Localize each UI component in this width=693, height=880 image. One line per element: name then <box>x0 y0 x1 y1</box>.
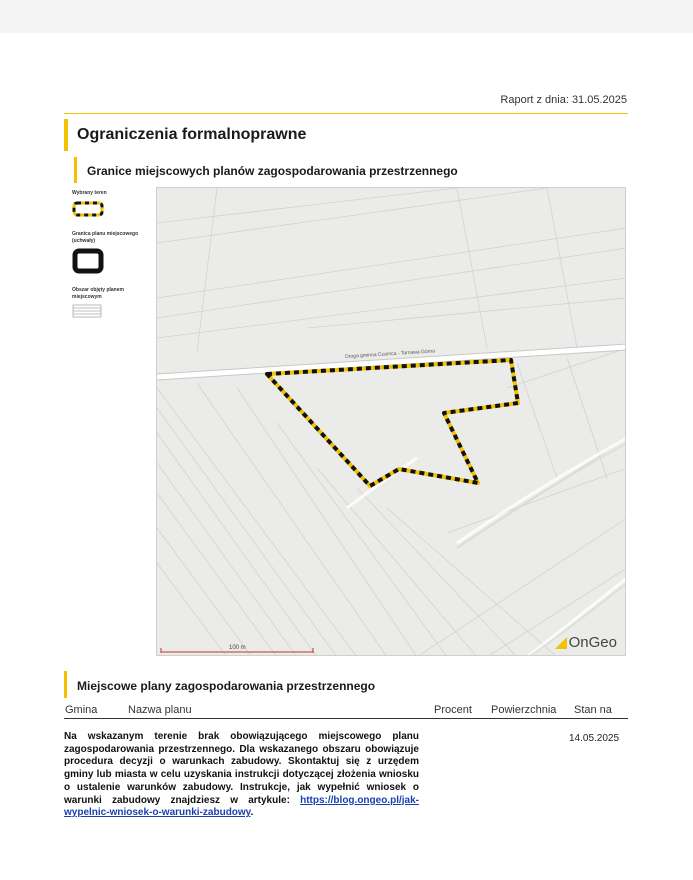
selected-area-swatch-icon <box>72 200 152 223</box>
plan-area-swatch-icon <box>72 304 152 323</box>
column-header-powierzchnia: Powierzchnia <box>491 704 557 716</box>
accent-bar <box>64 119 68 151</box>
legend-label-boundary: Granica planu miejscowego (uchwały) <box>72 231 139 244</box>
message-suffix: . <box>250 807 254 819</box>
column-header-stan-na: Stan na <box>574 704 612 716</box>
no-plan-message: Na wskazanym terenie brak obowiązującego miejscowego planu zagospodarowania przestrzennego. Dla wskazanego obszaru obowiązuje procedura decyzji o warunkach zabudowy. Skontaktuj się z urzędem gminy lub miasta w celu uzyskania instrukcji dotyczącej złożenia wniosku o ustalenie warunków zabudowy. Instrukcje, jak wypełnić wniosek o warunki zabudowy znajdziesz w artykule: <box>64 731 419 806</box>
accent-bar <box>74 157 77 183</box>
legend-label-plan-area: Obszar objęty planem miejscowym <box>72 287 124 300</box>
accent-bar <box>64 671 67 698</box>
plans-section-title: Miejscowe plany zagospodarowania przestrzennego <box>77 679 376 693</box>
report-date: Raport z dnia: 31.05.2025 <box>500 94 627 106</box>
ongeo-triangle-icon <box>555 637 567 649</box>
section-header <box>64 113 628 150</box>
scale-label: 100 m <box>229 645 246 651</box>
map-section-title: Granice miejscowych planów zagospodarowania przestrzennego <box>87 164 458 178</box>
legend-label-selected: Wybrany teren <box>72 190 107 196</box>
road-label: Droga gminna Czarnca - Tarnawa Górna <box>345 348 436 360</box>
ongeo-logo <box>555 634 617 651</box>
column-header-procent: Procent <box>434 704 472 716</box>
ongeo-brand-text: OnGeo <box>568 634 617 651</box>
plans-table-row-text <box>64 731 419 820</box>
plan-boundary-swatch-icon <box>72 248 152 279</box>
article-link[interactable]: https://blog.ongeo.pl/jak-wypelnic-wniosek-o-warunki-zabudowy <box>64 794 419 819</box>
top-strip <box>0 0 693 33</box>
plans-table-header <box>64 703 628 719</box>
map-view[interactable] <box>156 187 626 656</box>
column-header-gmina: Gmina <box>65 704 98 716</box>
map-legend <box>72 190 152 331</box>
column-header-nazwa-planu: Nazwa planu <box>128 704 192 716</box>
section-title: Ograniczenia formalnoprawne <box>77 126 307 143</box>
stan-na-value: 14.05.2025 <box>569 733 620 744</box>
